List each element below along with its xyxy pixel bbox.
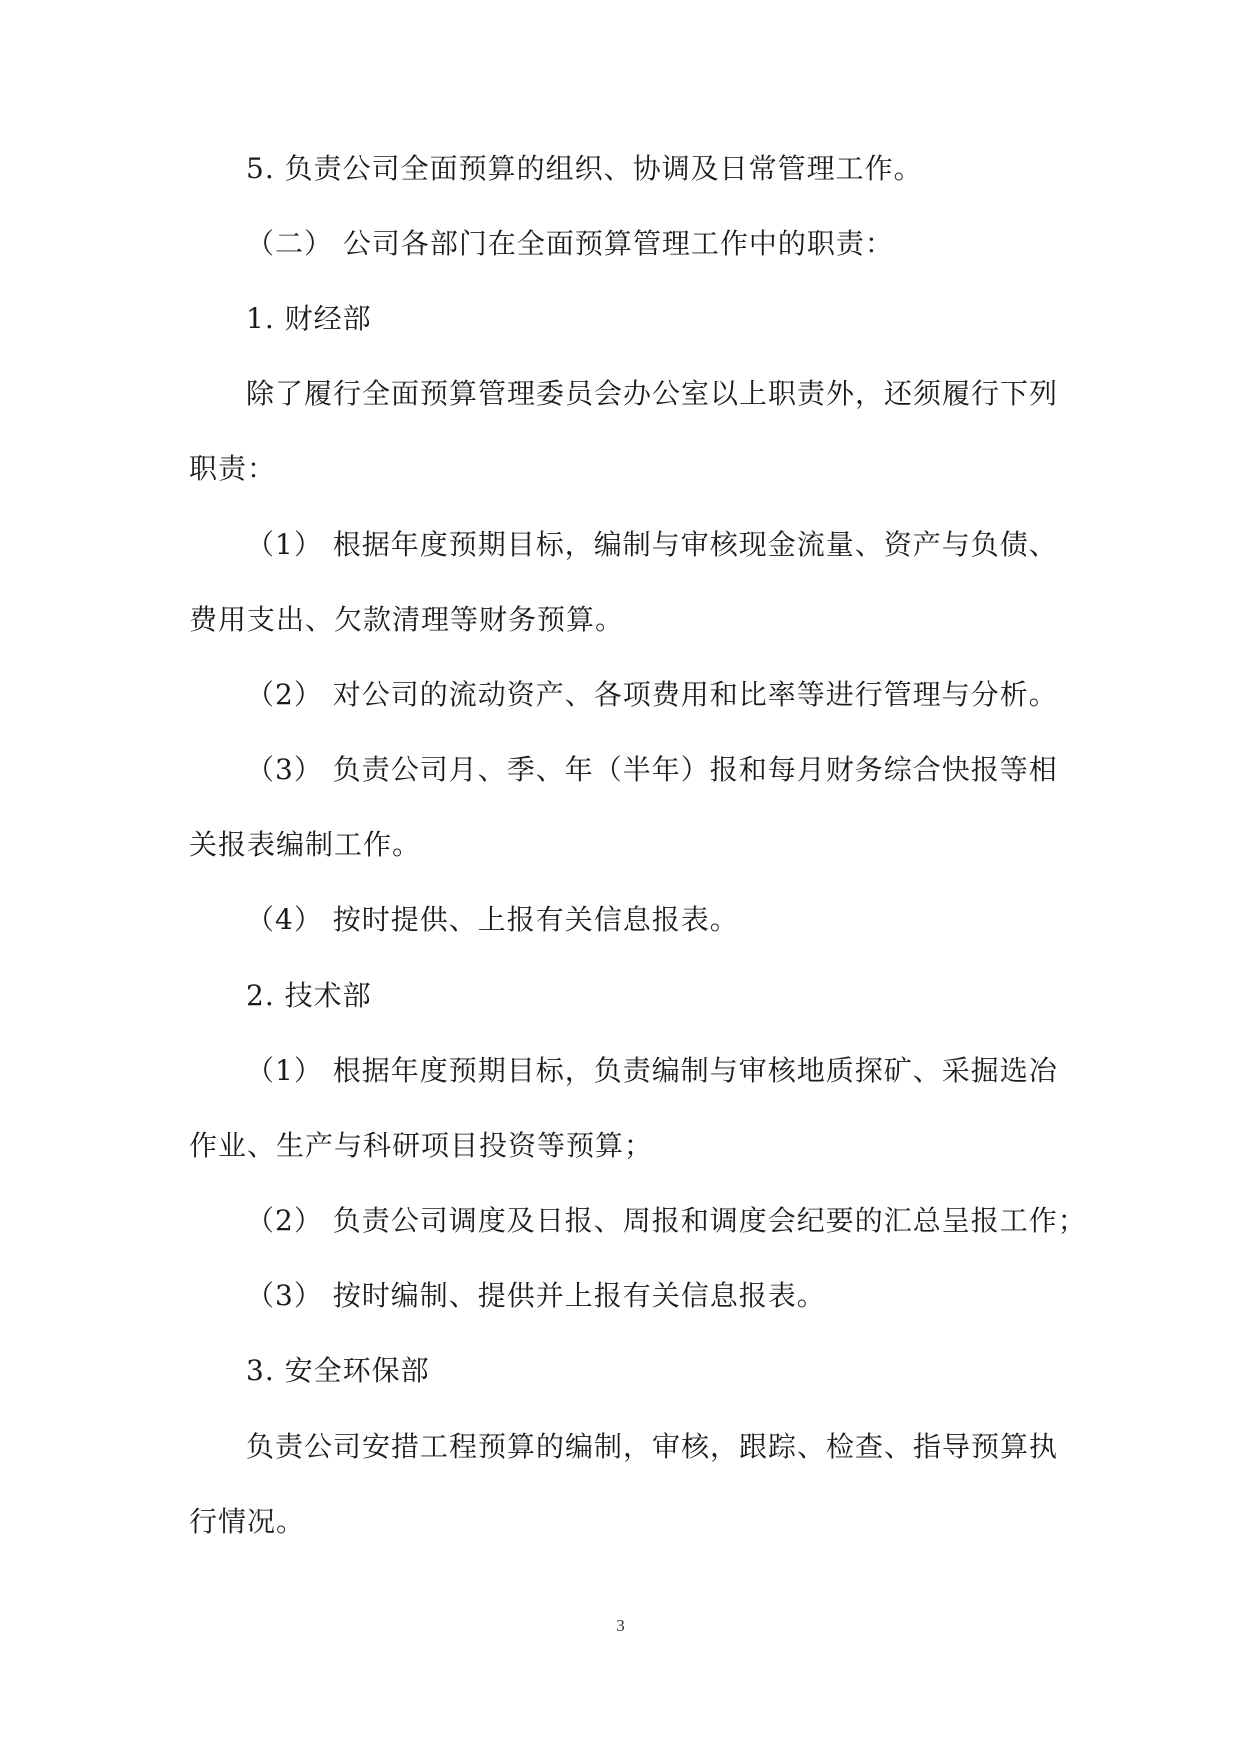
text-line: 费用支出、欠款清理等财务预算。 <box>189 603 625 636</box>
text-line: 行情况。 <box>189 1505 306 1538</box>
text-line: 职责： <box>189 452 277 485</box>
text-line: 负责公司安措工程预算的编制，审核，跟踪、检查、指导预算执 <box>246 1430 1059 1463</box>
department-heading: 3. 安全环保部 <box>246 1354 430 1387</box>
page-number: 3 <box>616 1616 625 1635</box>
list-item: （2） 对公司的流动资产、各项费用和比率等进行管理与分析。 <box>246 678 1058 711</box>
text-line: 除了履行全面预算管理委员会办公室以上职责外，还须履行下列 <box>246 377 1059 410</box>
text-line: 作业、生产与科研项目投资等预算； <box>189 1129 654 1162</box>
department-heading: 1. 财经部 <box>246 302 372 335</box>
list-item: （1） 根据年度预期目标，编制与审核现金流量、资产与负债、 <box>246 528 1058 561</box>
list-item: （2） 负责公司调度及日报、周报和调度会纪要的汇总呈报工作； <box>246 1204 1087 1237</box>
department-heading: 2. 技术部 <box>246 979 372 1012</box>
section-heading: （二） 公司各部门在全面预算管理工作中的职责： <box>246 227 894 260</box>
list-item: （3） 按时编制、提供并上报有关信息报表。 <box>246 1279 826 1312</box>
list-item: （3） 负责公司月、季、年（半年）报和每月财务综合快报等相 <box>246 753 1058 786</box>
text-line: 5. 负责公司全面预算的组织、协调及日常管理工作。 <box>246 152 923 185</box>
text-line: 关报表编制工作。 <box>189 828 422 861</box>
list-item: （1） 根据年度预期目标，负责编制与审核地质探矿、采掘选冶 <box>246 1054 1058 1087</box>
list-item: （4） 按时提供、上报有关信息报表。 <box>246 903 739 936</box>
